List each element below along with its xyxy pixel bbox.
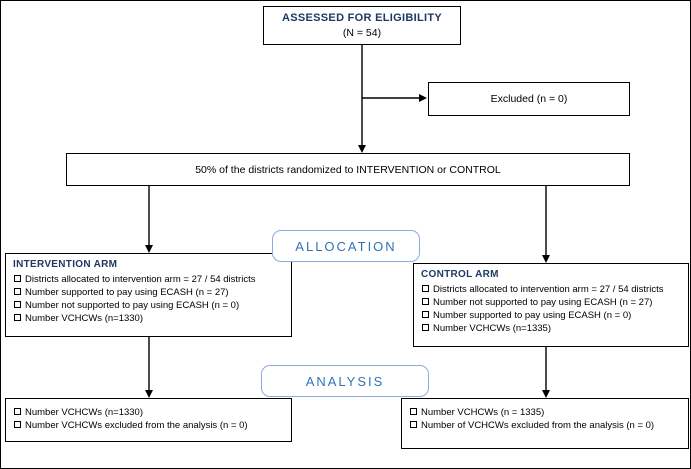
list-item [13, 273, 284, 286]
eligibility-count: (N = 54) [342, 27, 382, 39]
intervention-arm-title: INTERVENTION ARM [13, 259, 118, 270]
excluded-label: Excluded (n = 0) [490, 93, 568, 105]
checkbox-icon [422, 324, 429, 331]
item-label: Number VCHCWs (n = 1335) [421, 407, 545, 418]
intervention-arm-box [5, 253, 292, 337]
item-label: Number VCHCWs (n=1335) [433, 323, 551, 334]
excluded-box [428, 82, 630, 116]
checkbox-icon [14, 408, 21, 415]
control-arm-title: CONTROL ARM [421, 269, 499, 280]
analysis-right-box [401, 398, 689, 449]
checkbox-icon [422, 311, 429, 318]
list-item [13, 299, 284, 312]
randomized-box [66, 153, 630, 186]
item-label: Number supported to pay using ECASH (n = 0) [433, 310, 632, 321]
analysis-left-box [5, 398, 292, 442]
list-item [409, 406, 681, 419]
checkbox-icon [14, 421, 21, 428]
checkbox-icon [410, 421, 417, 428]
checkbox-icon [14, 314, 21, 321]
checkbox-icon [14, 275, 21, 282]
list-item [13, 406, 284, 419]
item-label: Number VCHCWs (n=1330) [25, 407, 143, 418]
analysis-stage-label: ANALYSIS [305, 373, 385, 389]
list-item [421, 283, 681, 296]
control-arm-box [413, 263, 689, 347]
checkbox-icon [422, 298, 429, 305]
item-label: Number VCHCWs excluded from the analysis (n = 0) [25, 420, 248, 431]
checkbox-icon [14, 301, 21, 308]
list-item [13, 419, 284, 432]
analysis-stage-box [261, 365, 429, 397]
allocation-stage-label: ALLOCATION [295, 238, 397, 254]
item-label: Number VCHCWs (n=1330) [25, 313, 143, 324]
eligibility-title: ASSESSED FOR ELIGIBILITY [282, 12, 442, 24]
list-item [13, 312, 284, 325]
eligibility-box [263, 6, 461, 45]
item-label: Number not supported to pay using ECASH (n = 0) [25, 300, 240, 311]
item-label: Districts allocated to intervention arm = 27 / 54 districts [433, 284, 664, 295]
list-item [13, 286, 284, 299]
list-item [409, 419, 681, 432]
checkbox-icon [422, 285, 429, 292]
checkbox-icon [410, 408, 417, 415]
checkbox-icon [14, 288, 21, 295]
item-label: Number supported to pay using ECASH (n = 27) [25, 287, 229, 298]
list-item [421, 309, 681, 322]
item-label: Number not supported to pay using ECASH (n = 27) [433, 297, 653, 308]
randomized-label: 50% of the districts randomized to INTERVENTION or CONTROL [195, 163, 501, 176]
item-label: Number of VCHCWs excluded from the analysis (n = 0) [421, 420, 655, 431]
list-item [421, 322, 681, 335]
list-item [421, 296, 681, 309]
item-label: Districts allocated to intervention arm = 27 / 54 districts [25, 274, 256, 285]
allocation-stage-box [272, 230, 420, 262]
